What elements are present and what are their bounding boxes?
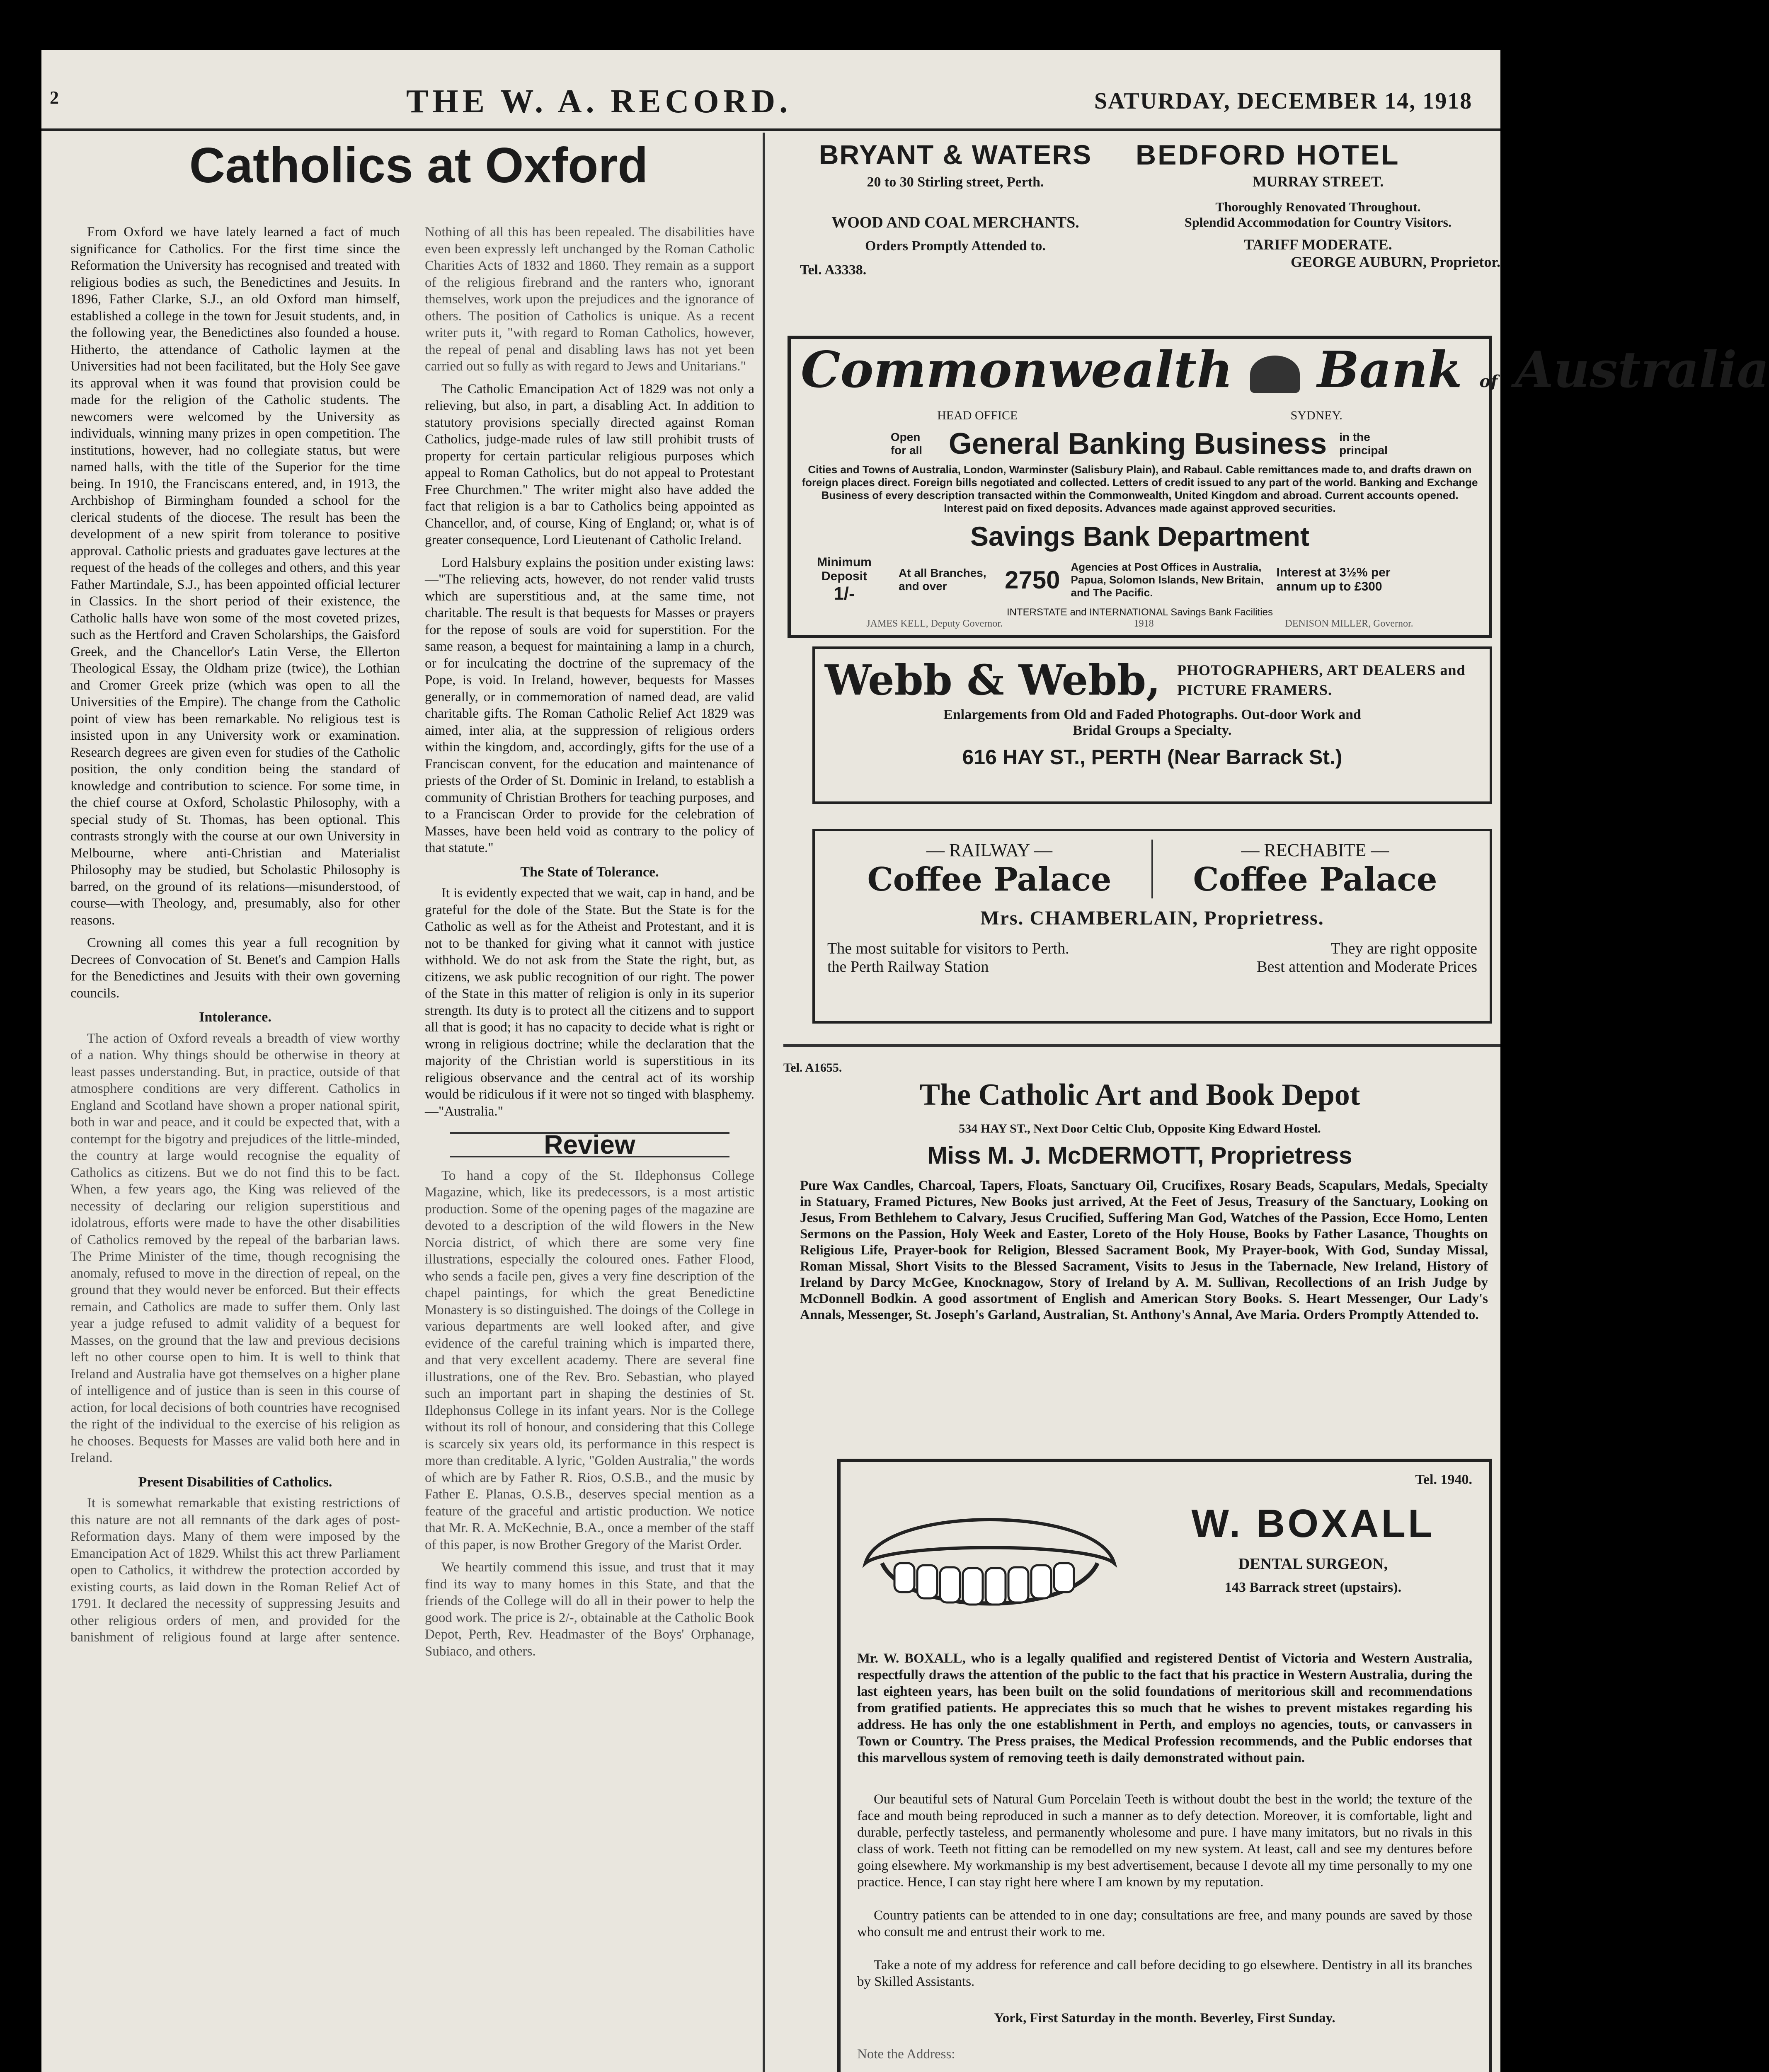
coffee-footer-left: The most suitable for visitors to Perth. (827, 940, 1069, 957)
coffee-left-name: Coffee Palace (867, 861, 1112, 898)
article-body (70, 224, 754, 2072)
bank-office-row (801, 409, 1479, 423)
bank-in-principal: in the principal (1339, 431, 1388, 457)
boxall-tel: Tel. 1940. (1415, 1472, 1472, 1487)
bank-minimum (801, 555, 888, 604)
bank-savings-row (801, 555, 1479, 604)
coffee-footer (827, 939, 1477, 958)
bank-general-text: Cities and Towns of Australia, London, Warminster (Salisbury Plain), and Rabaul. Cable remittances made to, and drafts drawn on foreign places direct. Foreign bills negotiated and collected. Letters of credit issued to any part of the world. Banking and Exchange Business of every description transacted within the Commonwealth, United Kingdom and abroad. Current accounts opened. Interest paid on fixed deposits. Advances made against approved securities. (802, 463, 1478, 514)
webb-line: Enlargements from Old and Faded Photographs. Out-door Work and (943, 707, 1361, 722)
bank-title (801, 341, 1769, 409)
depot-stock-list: Pure Wax Candles, Charcoal, Tapers, Floats, Sanctuary Oil, Crucifixes, Rosary Beads, Scapulars, Medals, Specialty in Statuary, Framed Pictures, New Books just arrived, At the Feet of Jesus, Treasury of the Sanctuary, Looking on Jesus, From Bethlehem to Calvary, Jesus Crucified, Suffering Man God, Watches of the Passion, Ecce Homo, Lenten Sermons on the Passion, Holy Week and Easter, Loreto of the Holy House, Books by Father Lasance, Thoughts on Religious Life, Prayer-book for Religion, Blessed Sacrament Book, My Prayer-book, With God, Sunday Missal, Roman Missal, Short Visits to the Blessed Sacrament, Visits to Jesus in the Tabernacle, New Ireland, History of Ireland by Darcy McGee, Knocknagow, Story of Ireland by A. M. Sullivan, Recollections of an Irish Judge by McDonnell Bodkin. A good assortment of English and American Story Books. S. Heart Messenger, Our Lady's Annals, Messenger, St. Joseph's Garland, Australian, St. Anthony's Annal, Ave Maria. Orders Promptly Attended to. (800, 1178, 1488, 1322)
boxall-note: Note the Address: (857, 2047, 955, 2062)
ad-tel: Tel. A3338. (800, 262, 867, 278)
ad-title: BRYANT & WATERS (819, 139, 1092, 170)
webb-line: Bridal Groups a Specialty. (1073, 723, 1232, 738)
ad-line: Splendid Accommodation for Country Visitors. (1185, 215, 1452, 230)
coffee-footer-2 (827, 958, 1477, 976)
article-title: Catholics at Oxford (189, 138, 648, 193)
ad-bedford-hotel (1136, 139, 1500, 321)
coffee-rechabite: — RECHABITE — (1241, 840, 1389, 860)
bank-title-end: Australia (1515, 341, 1769, 399)
bank-general-heading: General Banking Business (948, 427, 1327, 460)
coffee-right-name: Coffee Palace (1193, 861, 1437, 898)
ad-webb-webb (812, 646, 1492, 804)
article-paragraph: The Catholic Emancipation Act of 1829 was not only a relieving, but also, in part, a disabling Act. In addition to statutory provisions specially directed against Roman Catholics, judge-made rules of law still prohibit trusts of property for certain particular religious purposes which appeal to Roman Catholics, but do not appeal to Protestant Free Churchmen." The writer might also have added the fact that religion is a bar to Catholics being appointed as Chancellor, and, of course, King of England; or, what is of greater consequence, Lord Lieutenant of Catholic Ireland. (425, 381, 754, 547)
ad-separator (783, 1044, 1500, 1047)
bank-year: 1918 (1134, 618, 1154, 629)
webb-name: Webb & Webb, (825, 656, 1161, 704)
coffee-left (827, 840, 1153, 898)
article-paragraph: Lord Halsbury explains the position under existing laws:—"The relieving acts, however, do not render valid trusts which are superstitious and, at the same time, not charitable. The result is that bequests for Masses or prayers for the repose of souls are void for superstition. For the same reason, a bequest for maintaining a lamp in a church, or for inculcating the doctrine of the supremacy of the Pope, is void. In Ireland, however, bequests for Masses generally, or in commemoration of named dead, are valid charitable gifts. The Roman Catholic Relief Act 1829 was aimed, inter alia, at the suppression of religious orders within the kingdom, and, accordingly, gifts for the use of a Franciscan convent, for the education and maintenance of priests of the Order of St. Dominic in Ireland, to establish a community of Christian Brothers for teaching purposes, and to a Franciscan Order to provide for the celebration of Masses, have been held void as contrary to the policy of that statute." (425, 555, 754, 855)
bank-interest: Interest at 3½% per annum up to £300 (1276, 566, 1391, 593)
ad-orders: Orders Promptly Attended to. (865, 238, 1046, 254)
depot-tel: Tel. A1655. (783, 1061, 842, 1075)
depot-name: The Catholic Art and Book Depot (919, 1078, 1360, 1112)
coffee-footer-left2: the Perth Railway Station (827, 958, 989, 975)
section-heading: The State of Tolerance. (520, 864, 659, 880)
dentures-icon (857, 1480, 1122, 1646)
bank-head-office: HEAD OFFICE (937, 409, 1018, 422)
ad-title: BEDFORD HOTEL (1136, 139, 1400, 171)
ad-proprietor: GEORGE AUBURN, Proprietor. (1290, 254, 1500, 270)
page-number: 2 (50, 87, 59, 108)
article-paragraph: Crowning all comes this year a full recognition by Decrees of Convocation of St. Benet's and Campion Halls for the Benedictines and Jesuits with their own governing councils. (70, 935, 400, 1001)
ad-street: MURRAY STREET. (1252, 173, 1384, 190)
bank-interstate: INTERSTATE and INTERNATIONAL Savings Bank Facilities (1007, 607, 1273, 618)
bank-min-value: 1/- (834, 583, 855, 604)
coffee-railway: — RAILWAY — (926, 840, 1052, 860)
bank-agencies-count: 2750 (1005, 566, 1060, 594)
coat-of-arms-icon (1250, 356, 1300, 393)
bank-footer (801, 618, 1479, 629)
bank-governor: DENISON MILLER, Governor. (1285, 618, 1413, 629)
bank-deputy-governor: JAMES KELL, Deputy Governor. (866, 618, 1003, 629)
ad-bryant-waters (783, 139, 1127, 321)
masthead-rule (41, 128, 1500, 131)
boxall-para: Mr. W. BOXALL, who is a legally qualified and registered Dentist of Victoria and Western Australia, respectfully draws the attention of the public to the fact that his practice in Western Australia, during the last eighteen years, has been built on the solid foundations of meritorious skill and recommendations from gratified patients. He appreciates this so much that he wishes to prevent mistakes regarding his address. He has only the one establishment in Perth, and employs no agencies, touts, or canvassers in Town or Country. The Press praises, the Medical Profession recommends, and the Public endorses that this marvellous system of removing teeth is daily demonstrated without pain. (857, 1651, 1472, 1765)
boxall-para: Country patients can be attended to in one day; consultations are free, and many pounds are saved by those who consult me and entrust their work to me. (857, 1908, 1472, 1939)
boxall-visits: York, First Saturday in the month. Beverley, First Sunday. (994, 2011, 1335, 2026)
coffee-right (1153, 840, 1477, 898)
coffee-proprietress: Mrs. CHAMBERLAIN, Proprietress. (980, 907, 1324, 929)
bank-agencies-text: Agencies at Post Offices in Australia, Papua, Solomon Islands, New Britain, and The Pacific. (1071, 560, 1264, 599)
ad-boxall-dentist (837, 1459, 1492, 2072)
section-heading: Present Disabilities of Catholics. (138, 1474, 332, 1490)
ad-tariff: TARIFF MODERATE. (1244, 236, 1392, 253)
boxall-name: W. BOXALL (1191, 1501, 1435, 1546)
issue-date: SATURDAY, DECEMBER 14, 1918 (1094, 88, 1473, 114)
webb-header (825, 656, 1480, 704)
bank-general-row (801, 427, 1479, 461)
boxall-address: 143 Barrack street (upstairs). (1224, 1580, 1402, 1595)
ad-address: 20 to 30 Stirling street, Perth. (867, 174, 1044, 190)
article-paragraph: It is somewhat remarkable that existing restrictions of this nature are not all remnants of the dark ages of post-Reformation days. Many of them were imposed by the Emancipation Act of 1829. Whilst this act threw Parliament open to Catholics, it withdrew the protection accorded by existing courts, as laid down in the Roman Relief Act of 1791. It declared the necessity of suppressing Jesuits and other religious orders of men, and provided for the banishment of religious found at large after sentence. Nothing of all this has been repealed. The disabilities have even been expressly left unchanged by the Roman Catholic Charities Acts of 1832 and 1860. They remain as a support of the religious firebrand and the ranters who, ignorant themselves, work upon the prejudices and the ignorance of others. The position of Catholics is unique. As a recent writer puts it, "with regard to Roman Catholics, however, the repeal of penal and disabling laws has not yet been carried out so fully as with regard to Jews and Unitarians." (70, 225, 754, 1645)
column-rule (763, 133, 765, 2072)
review-heading: Review (450, 1132, 729, 1157)
ad-catholic-book-depot (783, 1061, 1496, 1442)
coffee-columns (827, 840, 1477, 898)
article-paragraph: From Oxford we have lately learned a fact of much significance for Catholics. For the first time since the Reformation the University has recognised and treated with religious bodies as such, the Benedictines and Jesuits. In 1896, Father Clarke, S.J., an old Oxford man himself, established a college in the town for Jesuit students, and, in the following year, the Benedictines also founded a house. Hitherto, the attendance of Catholic laymen at the Universities had not been facilitated, but the Holy See gave its approval when it was found that provision could be made for the religion of the Catholic students. The newcomers were welcomed by the University as individuals, winning many prizes in open competition. The institutions, however, had no collegiate status, but were named halls, with the title of the Superior for the time being. In 1910, the Franciscans entered, and, in 1913, the Archbishop of Birmingham founded a school for the clerical students of the diocese. The result has been the development of a new spirit from tolerance to positive approval. Catholic priests and graduates gave lectures at the request of the heads of the colleges and others, and this year Father Martindale, S.J., has been appointed official lecturer in Classics. In the short period of their existence, the Catholic halls have won some of the most coveted prizes, such as the Hertford and Craven Scholarships, the Gaisford Greek, and the Chancellor's Latin Verse, the Ellerton Theological Essay, the Oldham prize (twice), the Lothian and Cromer Greek prize (which was open to all the Universities of the Empire). The change from the Catholic point of view has been remarkable. No religious test is insisted upon in any University work or examination. Research degrees are given even for studies of the Catholic position, the only condition being the standard of knowledge and contribution to science. For some time, in the chief course at Oxford, Scholastic Philosophy, with a special study of St. Thomas, has been optional. This contrasts strongly with the course at our own University in Melbourne, where anti-Christian and Materialist Philosophy may be studied, but Scholastic Philosophy is barred, on the ground of its relations—misunderstood, of course—with Theology, and, presumably, also for other reasons. (70, 225, 400, 928)
boxall-title: DENTAL SURGEON, (1238, 1555, 1388, 1573)
coffee-footer-right: They are right opposite (1330, 940, 1477, 957)
webb-address: 616 HAY ST., PERTH (Near Barrack St.) (962, 746, 1343, 769)
article-paragraph: The action of Oxford reveals a breadth of view worthy of a nation. Why things should be otherwise in theory at least passes understanding. But, in practice, outside of that atmosphere conditions are very different. Catholics in England and Scotland have shown a proper national spirit, both in war and peace, and it could be expected that, with a contempt for the bigotry and prejudices of the little-minded, the country at large would recognise the equality of Catholics as citizens. But we do not find this to be fact. When, a few years ago, the King was relieved of the necessity of declaring our religion superstitious and idolatrous, efforts were made to have the other disabilities of Catholics removed by the repeal of the barbarian laws. The Prime Minister of the time, though recognising the anomaly, refused to move in the direction of repeal, on the ground that they would never be enforced. But their effects remain, and Catholics are made to suffer them. Only last year a judge refused to admit validity of a bequest for Masses, on the ground that the law and previous decisions left no other course open to him. It is well to think that Ireland and Australia have got themselves on a higher plane of intelligence and of justice than is seen in this course of action, for local decisions of both countries have recognised the right of the individual to the exercise of his religion as he chooses. Bequests for Masses are valid both here and in Ireland. (70, 1031, 400, 1465)
webb-trade: PHOTOGRAPHERS, ART DEALERS and PICTURE FRAMERS. (1177, 662, 1466, 698)
section-heading: Intolerance. (199, 1009, 271, 1025)
article-paragraph: It is evidently expected that we wait, cap in hand, and be grateful for the dole of the State. But the State is for the Catholic as well as for the Atheist and Protestant, and it is not to be thanked for giving what it cannot with justice withhold. We do not ask from the State the right, but, as citizens, we ask public recognition of our right. The power of the State in this matter of religion is only in its superior strength. Its duty is to protect all the citizens and to support all that is good; it has no capacity to decide what is right or wrong in religious doctrine; while the declaration that the majority of the Christian world is superstitious in its religious observance and the central act of its worship would be ridiculous if it were not so tinged with blasphemy.—"Australia." (425, 886, 754, 1119)
ad-line: Thoroughly Renovated Throughout. (1215, 199, 1421, 214)
masthead: THE W. A. RECORD. (406, 83, 792, 120)
bank-title-left: Commonwealth (801, 341, 1233, 399)
bank-title-of: of (1479, 372, 1498, 391)
ad-coffee-palace (812, 829, 1492, 1024)
bank-at-all: At all Branches, and over (899, 566, 986, 593)
boxall-para: Take a note of my address for reference and call before deciding to go elsewhere. Dentistry in all its branches by Skilled Assistants. (857, 1958, 1472, 1989)
bank-title-right: Bank (1317, 341, 1462, 399)
depot-proprietress: Miss M. J. McDERMOTT, Proprietress (927, 1142, 1352, 1169)
bank-savings-heading: Savings Bank Department (970, 521, 1309, 552)
boxall-para: Our beautiful sets of Natural Gum Porcelain Teeth is without doubt the best in the world; the texture of the face and mouth being reproduced in such a manner as to defy detection. Moreover, it is comfortable, light and durable, perfectly tasteless, and permanently wholesome and pure. I have many imitators, but no rivals in this class of work. Teeth not fitting can be remodelled on my new system. At least, call and see my dentures before going elsewhere. My workmanship is my best advertisement, because I devote all my time personally to my one practice. Hence, I can stay right here where I am known by my reputation. (857, 1792, 1472, 1890)
ad-line: WOOD AND COAL MERCHANTS. (831, 214, 1079, 231)
newspaper-page (41, 50, 1769, 2072)
bank-min-label: Minimum Deposit (817, 555, 872, 583)
boxall-header (857, 1472, 1472, 1646)
bank-open-for: Open for all (890, 431, 923, 457)
ad-commonwealth-bank (788, 336, 1769, 638)
depot-address: 534 HAY ST., Next Door Celtic Club, Opposite King Edward Hostel. (959, 1122, 1321, 1135)
bank-sydney: SYDNEY. (1290, 409, 1343, 422)
review-paragraph: We heartily commend this issue, and trust that it may find its way to many homes in this State, and that the friends of the College will do all in their power to help the good work. The price is 2/-, obtainable at the Catholic Book Depot, Perth, Rev. Headmaster of the Boys' Orphanage, Subiaco, and others. (425, 1560, 754, 1659)
review-paragraph: To hand a copy of the St. Ildephonsus College Magazine, which, like its predecessors, is a most artistic production. Some of the opening pages of the magazine are devoted to a description of the wild flowers in the New Norcia district, of which there are some very fine illustrations, especially the coloured ones. Father Flood, who sends a facile pen, gives a very fine description of the chapel paintings, for which the great Benedictine Monastery is so distinguished. The doings of the College in various departments are well looked after, and give evidence of the careful training which is imparted there, and that very excellent academy. There are several fine illustrations, one of the Rev. Bro. Sebastian, who played such an important part in shaping the destinies of St. Ildephonsus College in its infant years. Nor is the College without its roll of honour, and considering that this College is scarcely six years old, its performance in this respect is more than creditable. A lyric, "Golden Australia," the words of which are by Father R. Rios, O.S.B., and the music by Father E. Planas, O.S.B., deserves special mention as a feature of the graceful and artistic production. We notice that Mr. R. A. McKechnie, B.A., once a member of the staff of this paper, is now Brother Gregory of the Marist Order. (425, 1168, 754, 1552)
coffee-footer-right2: Best attention and Moderate Prices (1257, 958, 1477, 975)
